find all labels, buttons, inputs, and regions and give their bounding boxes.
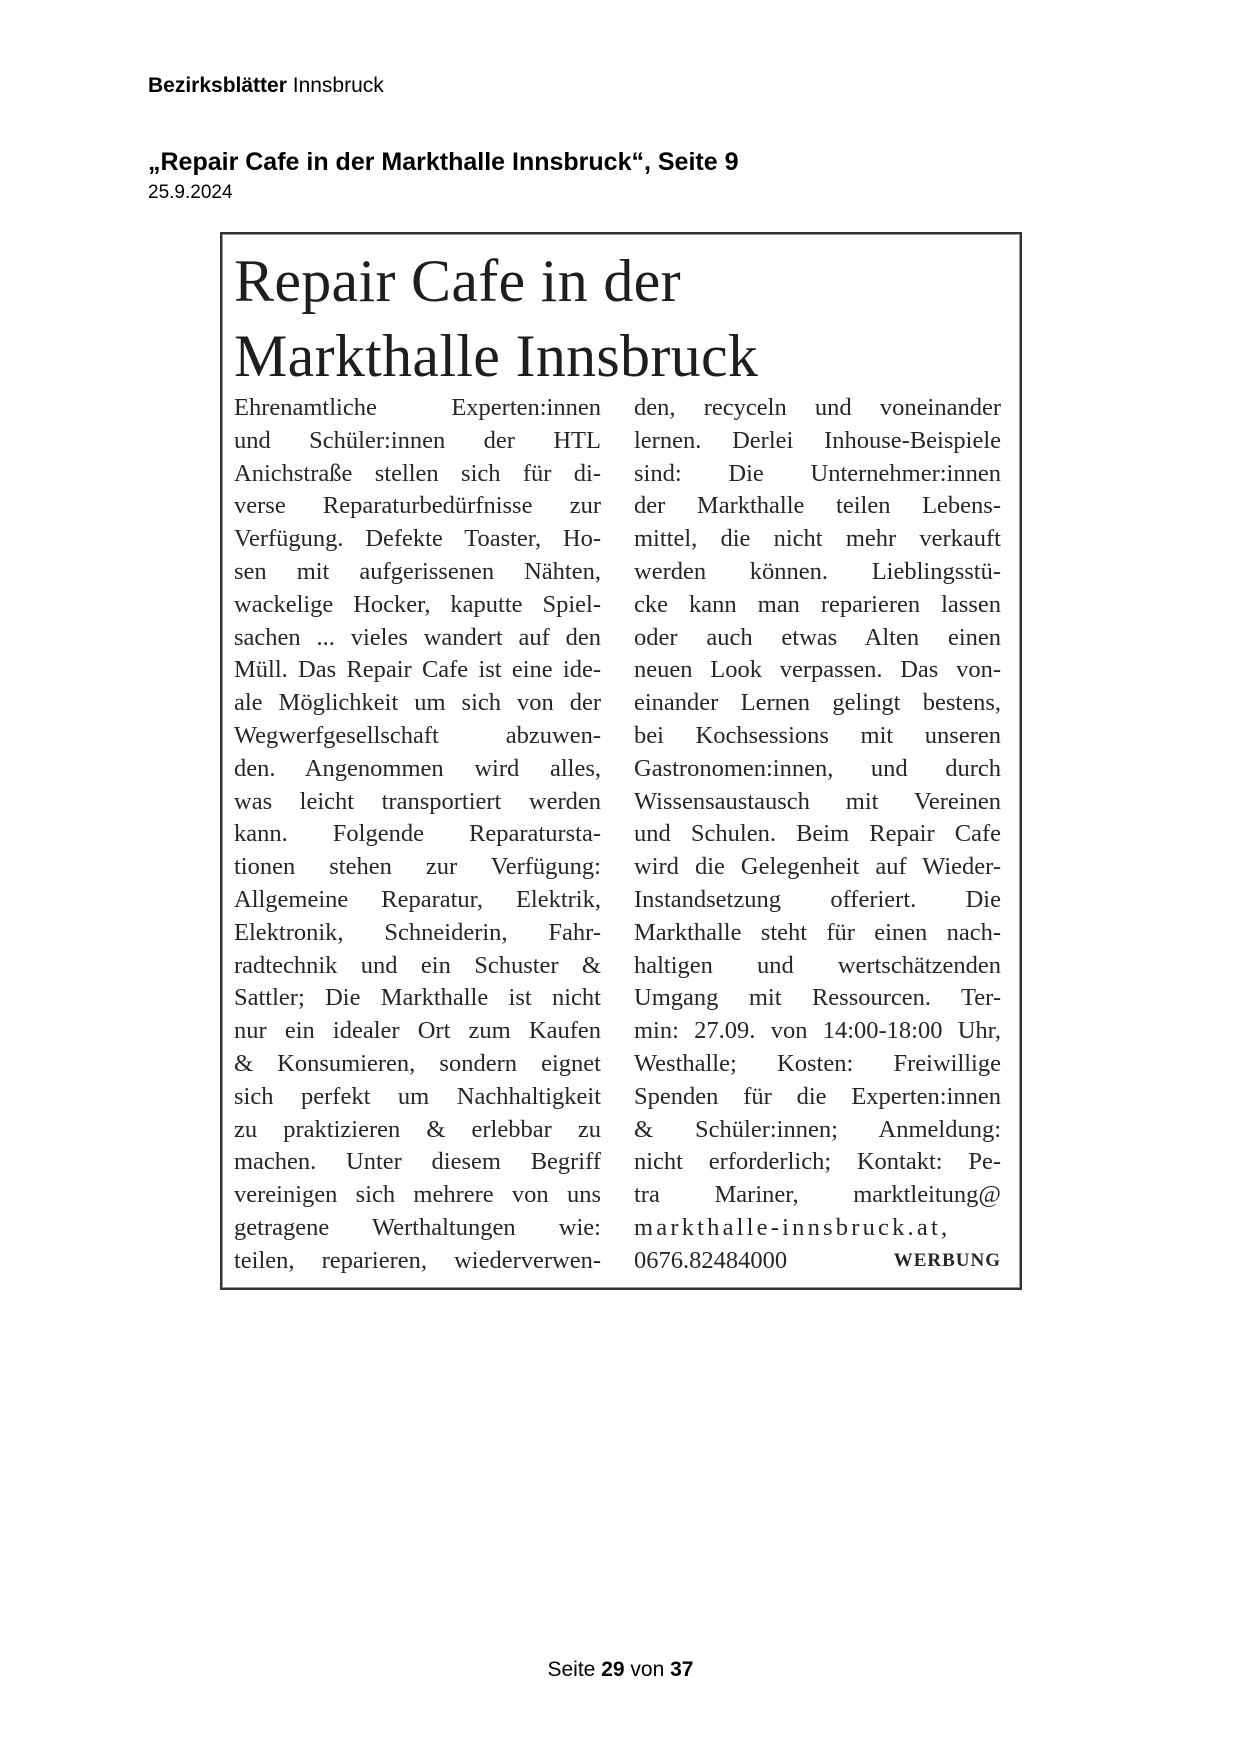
article-text-line: werden können. Lieblingsstü- xyxy=(634,557,1001,585)
article-text-line: tionen stehen zur Verfügung: xyxy=(234,853,601,881)
publication-title: Bezirksblätter xyxy=(148,74,287,97)
article-text-line: und Schüler:innen der HTL xyxy=(234,426,601,454)
article-text-line: verse Reparaturbedürfnisse zur xyxy=(234,492,601,520)
article-text-line: der Markthalle teilen Lebens- xyxy=(634,492,1001,520)
clipping-headline: „Repair Cafe in der Markthalle Innsbruck“, Seite 9 xyxy=(148,148,739,176)
article-column-2 xyxy=(634,392,1001,1278)
article-text-line: tra Mariner, marktleitung@ xyxy=(634,1181,1001,1209)
contact-phone-row xyxy=(634,1245,1001,1278)
current-page: 29 xyxy=(601,1658,625,1681)
article-text-line: zu praktizieren & erlebbar zu xyxy=(234,1115,601,1143)
ad-label: WERBUNG xyxy=(893,1249,1001,1271)
article-text-line: Verfügung. Defekte Toaster, Ho- xyxy=(234,525,601,553)
total-pages: 37 xyxy=(670,1658,694,1681)
article-text-line: vereinigen sich mehrere von uns xyxy=(234,1181,601,1209)
publication-region: Innsbruck xyxy=(292,74,384,97)
clipping-date: 25.9.2024 xyxy=(148,182,233,203)
article-text-line: Sattler; Die Markthalle ist nicht xyxy=(234,984,601,1012)
article-text-line: & Schüler:innen; Anmeldung: xyxy=(634,1115,1001,1143)
article-text-line: teilen, reparieren, wiederverwen- xyxy=(234,1246,601,1274)
article-text-line: kann. Folgende Reparatursta- xyxy=(234,820,601,848)
contact-phone: 0676.82484000 xyxy=(634,1246,788,1274)
article-text-line: ale Möglichkeit um sich von der xyxy=(234,689,601,717)
article-text-line: Gastronomen:innen, und durch xyxy=(634,754,1001,782)
article-text-line: neuen Look verpassen. Das von- xyxy=(634,656,1001,684)
article-text-line: den, recyceln und voneinander xyxy=(634,394,1001,421)
article-title xyxy=(234,244,758,394)
article-text-line: sen mit aufgerissenen Nähten, xyxy=(234,557,601,585)
article-text-line: haltigen und wertschätzenden xyxy=(634,951,1001,979)
article-text-line: min: 27.09. von 14:00-18:00 Uhr, xyxy=(634,1017,1001,1045)
article-text-line: cke kann man reparieren lassen xyxy=(634,590,1001,618)
article-title-line: Repair Cafe in der xyxy=(234,248,681,314)
article-text-line: Wissensaustausch mit Vereinen xyxy=(634,787,1001,815)
article-text-line: lernen. Derlei Inhouse-Beispiele xyxy=(634,426,1001,454)
article-text-line: nicht erforderlich; Kontakt: Pe- xyxy=(634,1148,1001,1176)
contact-email-line: markthalle-innsbruck.at, xyxy=(634,1213,951,1241)
article-text-line: oder auch etwas Alten einen xyxy=(634,623,1001,651)
article-text-line: machen. Unter diesem Begriff xyxy=(234,1148,601,1176)
article-text-line: getragene Werthaltungen wie: xyxy=(234,1213,601,1241)
article-text-line: Westhalle; Kosten: Freiwillige xyxy=(634,1049,1001,1077)
article-text-line: Instandsetzung offeriert. Die xyxy=(634,885,1001,913)
article-text-line: Anichstraße stellen sich für di- xyxy=(234,459,601,487)
article-text-line: Ehrenamtliche Experten:innen xyxy=(234,394,601,421)
article-text-line: sind: Die Unternehmer:innen xyxy=(634,459,1001,487)
article-text-line: Allgemeine Reparatur, Elektrik, xyxy=(234,885,601,913)
article-text-line: was leicht transportiert werden xyxy=(234,787,601,815)
article-text-line: sachen ... vieles wandert auf den xyxy=(234,623,601,651)
article-text-line: und Schulen. Beim Repair Cafe xyxy=(634,820,1001,848)
article-text-line: wird die Gelegenheit auf Wieder- xyxy=(634,853,1001,881)
article-text-line: & Konsumieren, sondern eignet xyxy=(234,1049,601,1077)
article-text-line: Umgang mit Ressourcen. Ter- xyxy=(634,984,1001,1012)
article-text-line: Wegwerfgesellschaft abzuwen- xyxy=(234,721,601,749)
article-clipping xyxy=(220,232,1022,1290)
article-text-line: mittel, die nicht mehr verkauft xyxy=(634,525,1001,553)
article-title-line: Markthalle Innsbruck xyxy=(234,323,759,389)
article-text-line: Elektronik, Schneiderin, Fahr- xyxy=(234,918,601,946)
article-text-line: Markthalle steht für einen nach- xyxy=(634,918,1001,946)
article-text-line: einander Lernen gelingt bestens, xyxy=(634,689,1001,717)
article-text-line: wackelige Hocker, kaputte Spiel- xyxy=(234,590,601,618)
article-column-1 xyxy=(234,392,601,1278)
article-text-line: sich perfekt um Nachhaltigkeit xyxy=(234,1082,601,1110)
publication-name xyxy=(148,74,384,98)
page-of-label: von xyxy=(630,1658,665,1681)
article-text-line: Müll. Das Repair Cafe ist eine ide- xyxy=(234,656,601,684)
page-label: Seite xyxy=(547,1658,596,1681)
article-text-line: Spenden für die Experten:innen xyxy=(634,1082,1001,1110)
article-text-line: nur ein idealer Ort zum Kaufen xyxy=(234,1017,601,1045)
page-footer xyxy=(0,1658,1241,1682)
article-text-line: den. Angenommen wird alles, xyxy=(234,754,601,782)
article-text-line: radtechnik und ein Schuster & xyxy=(234,951,601,979)
article-text-line: bei Kochsessions mit unseren xyxy=(634,721,1001,749)
